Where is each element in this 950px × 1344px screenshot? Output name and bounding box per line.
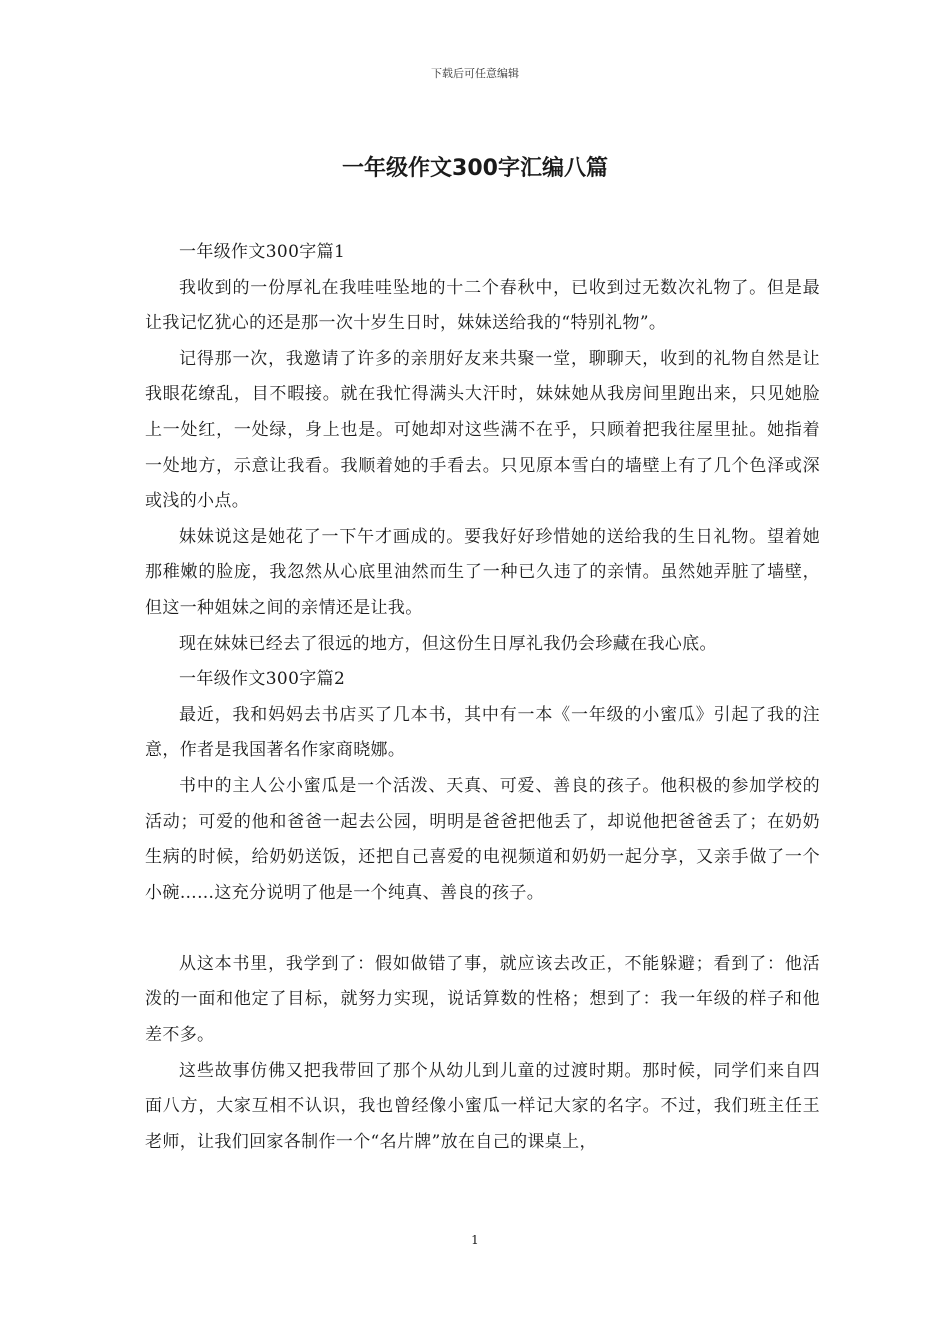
paragraph: 最近，我和妈妈去书店买了几本书，其中有一本《一年级的小蜜瓜》引起了我的注意，作者是我国著名作家商晓娜。 bbox=[145, 704, 820, 761]
paragraph-spacer bbox=[145, 911, 820, 947]
paragraph: 从这本书里，我学到了：假如做错了事，就应该去改正，不能躲避；看到了：他活泼的一面和他定了目标，就努力实现，说话算数的性格；想到了：我一年级的样子和他差不多。 bbox=[145, 953, 820, 1046]
paragraph: 这些故事仿佛又把我带回了那个从幼儿到儿童的过渡时期。那时候，同学们来自四面八方，大家互相不认识，我也曾经像小蜜瓜一样记大家的名字。不过，我们班主任王老师，让我们回家各制作一个“名片牌”放在自己的课桌上， bbox=[145, 1060, 820, 1152]
page-number: 1 bbox=[471, 1233, 479, 1247]
paragraph: 记得那一次，我邀请了许多的亲朋好友来共聚一堂，聊聊天，收到的礼物自然是让我眼花缭乱，目不暇接。就在我忙得满头大汗时，妹妹她从我房间里跑出来，只见她脸上一处红，一处绿，身上也是。可她却对这些满不在乎，只顾着把我往屋里扯。她指着一处地方，示意让我看。我顺着她的手看去。只见原本雪白的墙壁上有了几个色泽或深或浅的小点。 bbox=[145, 348, 820, 512]
document-body bbox=[145, 235, 820, 1160]
document-title: 一年级作文300字汇编八篇 bbox=[342, 156, 608, 181]
paragraph: 现在妹妹已经去了很远的地方，但这份生日厚礼我仍会珍藏在我心底。 bbox=[179, 633, 717, 654]
header-note: 下载后可任意编辑 bbox=[431, 67, 519, 80]
paragraph: 书中的主人公小蜜瓜是一个活泼、天真、可爱、善良的孩子。他积极的参加学校的活动；可爱的他和爸爸一起去公园，明明是爸爸把他丢了，却说他把爸爸丢了；在奶奶生病的时候，给奶奶送饭，还把自己喜爱的电视频道和奶奶一起分享，又亲手做了一个小碗……这充分说明了他是一个纯真、善良的孩子。 bbox=[145, 775, 820, 903]
paragraph: 妹妹说这是她花了一下午才画成的。要我好好珍惜她的送给我的生日礼物。望着她那稚嫩的脸庞，我忽然从心底里油然而生了一种已久违了的亲情。虽然她弄脏了墙壁，但这一种姐妹之间的亲情还是让我。 bbox=[145, 526, 820, 618]
paragraph: 我收到的一份厚礼在我哇哇坠地的十二个春秋中，已收到过无数次礼物了。但是最让我记忆犹心的还是那一次十岁生日时，妹妹送给我的“特别礼物”。 bbox=[145, 277, 820, 334]
section-heading-2: 一年级作文300字篇2 bbox=[179, 669, 346, 690]
section-heading-1: 一年级作文300字篇1 bbox=[179, 242, 346, 262]
